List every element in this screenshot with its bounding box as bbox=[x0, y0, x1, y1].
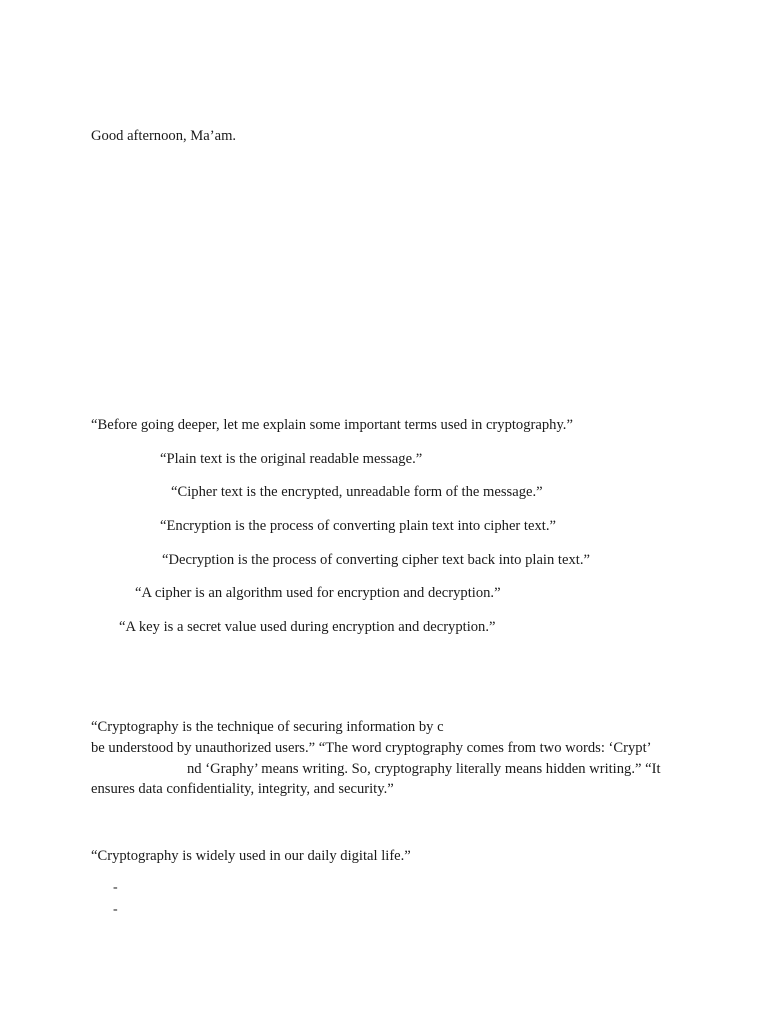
usage-bullet: - bbox=[113, 902, 118, 917]
term-plain-text: “Plain text is the original readable message.” bbox=[160, 451, 423, 467]
term-key: “A key is a secret value used during encryption and decryption.” bbox=[119, 619, 496, 635]
term-encryption: “Encryption is the process of converting plain text into cipher text.” bbox=[160, 518, 556, 534]
usage-intro: “Cryptography is widely used in our daily digital life.” bbox=[91, 848, 411, 864]
definition-line: “Cryptography is the technique of securing information by c bbox=[91, 719, 444, 735]
definition-line: nd ‘Graphy’ means writing. So, cryptography literally means hidden writing.” “It bbox=[187, 761, 661, 777]
definition-line: ensures data confidentiality, integrity, and security.” bbox=[91, 781, 394, 797]
term-cipher-text: “Cipher text is the encrypted, unreadable form of the message.” bbox=[171, 484, 543, 500]
usage-bullet: - bbox=[113, 880, 118, 895]
terms-intro: “Before going deeper, let me explain some important terms used in cryptography.” bbox=[91, 417, 573, 433]
term-decryption: “Decryption is the process of converting cipher text back into plain text.” bbox=[162, 552, 590, 568]
term-cipher: “A cipher is an algorithm used for encryption and decryption.” bbox=[135, 585, 501, 601]
definition-line: be understood by unauthorized users.” “The word cryptography comes from two words: ‘Crypt’ bbox=[91, 740, 652, 756]
greeting-text: Good afternoon, Ma’am. bbox=[91, 128, 237, 144]
